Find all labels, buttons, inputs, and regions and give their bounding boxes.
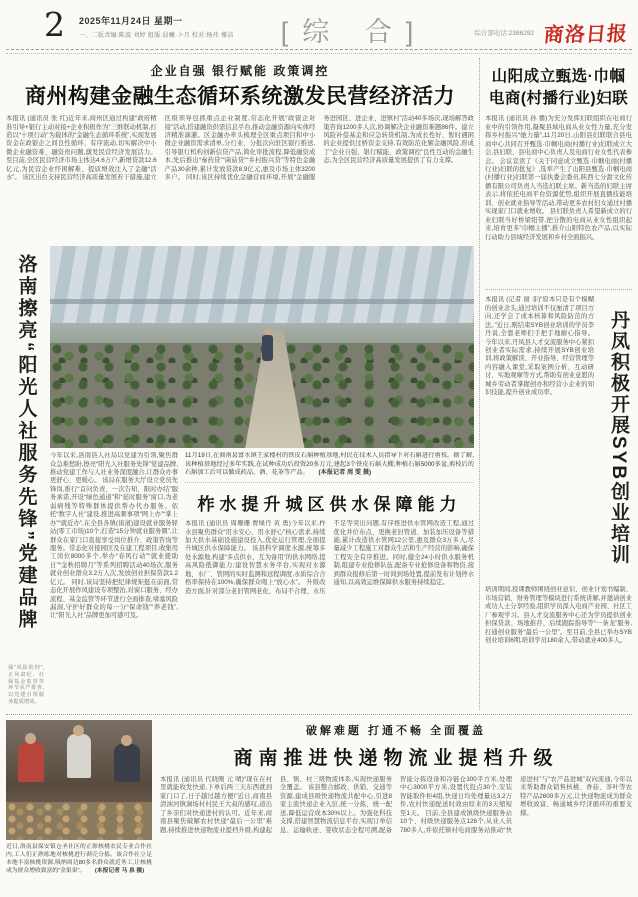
worker-figure-white xyxy=(67,734,91,778)
photo-credit: (本报记者 马 泉 摄) xyxy=(94,867,145,874)
top-area xyxy=(0,54,638,710)
danfeng-row xyxy=(485,296,632,582)
greenhouse-photo xyxy=(50,246,474,448)
danfeng-article-body: 本报讯 (记者 谢 非)“原本只是有个模糊的创业念头,通过培训不仅厘清了项目方向,还学会了成本核算和风险防范的方法。”近日,刚结束SYB创业培训的学员李丹说,全靠老师们手把手地耐心指导。 今年以来,丹凤县人才交流服务中心紧扣创业者实际需求,持续开展SYB创业培训,将政策解读、开业指导、经营管理等内容融入课堂,采取案例分析、互动研讨、实地观摩等方式,帮助有创业意愿的城乡劳动者掌握创办和经营小企业的知识技能,提升创业成功率。 xyxy=(485,296,594,397)
caption-text: 11月19日,在商南县富水镇王家楼村的铁皮石斛种植基地,村民在技术人员指导下对石斛进行剪枝。据了解,该种植基地经过多年实践,在试种成功后投资20多万元,建起3个铁皮石斛大棚,种植石斛5000多盆,剪枝后的石斛加工后可以做成药品、酒、花茶等产品。 xyxy=(185,452,474,477)
lead-kicker: 企业自强 银行赋能 政策调控 xyxy=(150,64,330,78)
shangnan-kicker: 破解难题 打通不畅 全面覆盖 xyxy=(305,725,487,737)
walnut-workshop-photo xyxy=(6,720,152,840)
section-title: [综 合] xyxy=(280,17,428,47)
masthead-logo: 商洛日报 xyxy=(542,21,629,47)
shangnan-article xyxy=(152,720,632,897)
worker-figure-red xyxy=(18,742,44,782)
bottom-section xyxy=(6,714,632,897)
department-phone: 综合部电话:2386292 xyxy=(474,30,534,37)
danfeng-vertical-headline: 丹凤积极开展SYB创业培训 xyxy=(608,309,629,565)
luonan-strip-note: 保“风险防控”,正风肃纪、社保基金监管等环节从严排查,以党建引领服务提质增效。 xyxy=(8,664,44,706)
right-section xyxy=(485,58,632,710)
publication-date: 2025年11月24日 星期一 xyxy=(79,16,183,26)
lead-article-body: 本报讯 (通讯员 张 红)近年来,商州区通过构建“政府精准引导+银行主动对接+企业积极作为”三维联动机制,打造以“十项行动”为载体的“金融生态循环系统”,实现发展资金在政银企之间良性循环、有序流动,切实解决中小微企业融资难、融资贵问题,激发民营经济发展活力。至目前,全区民营经济市场主体达4.6万户,新增贷款12.6亿元,为民营企业纾困解难、提质增效注入了金融“活水”。 该区出台支持民营经济高质量发展若干措施,建立区级领导包抓重点企业制度,常态化开展“政银企对接”活动,搭建融资供需信息平台,推动金融资源向实体经济精准滴灌。区金融办牵头梳理全区重点项目和中小微企业融资需求清单,分行业、分批次向驻区银行推送,引导银行机构创新信贷产品,简化审批流程,降低融资成本,先后推出“秦药贷”“菌菇贷”“乡村振兴贷”等特色金融产品30余种,累计发放贷款8.9亿元,惠及市场主体3200多户。 同时,该区持续优化金融营商环境,开展“金融服务进园区、进企业、进镇村”活动40多场次,现场解答政策咨询1200多人次,协调解决企业融资难题86件。建立风险补偿基金和应急转贷机制,为成长性好、暂时遇困的企业提供过桥资金支持,有效防范化解金融风险,形成了“企业自强、银行赋能、政策调控”良性互动的金融生态,为全区民营经济高质量发展提供了有力支撑。 xyxy=(6,115,474,182)
zhashui-headline: 柞水提升城区供水保障能力 xyxy=(197,495,462,515)
below-photo-row xyxy=(50,452,474,710)
luonan-article-body: 今年以来,洛南县人社局以党建为引领,聚焦群众急难愁盼,擦亮“阳光人社服务先锋”党建品牌,推动党建工作与人社业务深度融合,让群众办事更舒心、更暖心。 该局在服务大厅设立党员先锋岗,推行“首问负责、一次告知、限时办结”服务承诺,开设“绿色通道”和“延时服务”窗口,为老弱病残等特殊群体提供帮办代办服务。依托“数字人社”建设,推进高频事项“网上办”“掌上办”“就近办”,在全县各镇(街道)建设就业服务驿站(零工市场)10个,打造“15分钟就业服务圈”,让群众在家门口直接享受岗位推介、政策咨询等服务。常态化对接园区及在建工程项目,收集用工岗位8000多个,举办“春风行动”“就业援助日”“金秋招聘月”等系列招聘活动40场次,服务就业创业群众3.2万人次,发放创业担保贷款1.2亿元。 同时,该局坚持把纪律规矩挺在前面,常态化开展作风建设专项整治,对窗口服务、经办流程、基金监管等环节进行全面排查,堵塞风险漏洞,守护好群众的每一分“保命钱”“养老钱”,让“阳光人社”品牌更加可感可及。 xyxy=(50,452,178,620)
header-right xyxy=(474,8,628,47)
worker-figure-dark xyxy=(114,744,140,782)
lead-headline: 商州构建金融生态循环系统激发民营经济活力 xyxy=(25,85,455,108)
middle-main xyxy=(46,246,474,710)
greenhouse-beam xyxy=(50,299,474,304)
column-divider xyxy=(479,58,480,710)
left-section xyxy=(6,58,474,710)
danfeng-article-continuation: 培训期间,授课教师围绕创业意识、创业计划书编制、市场营销、财务管理等模块进行系统讲解,并邀请创业成功人士分享经验,组织学员深入电商产业园、社区工厂参观学习。县人才交流服务中心还为学员提供创业担保贷款、场地推荐、后续跟踪指导等“一条龙”服务,打通创业服务“最后一公里”。至目前,全县已举办SYB创业培训6期,培训学员180余人,带动就业400多人。 xyxy=(485,586,632,644)
main-photo-caption xyxy=(185,452,474,483)
page-header xyxy=(0,0,638,46)
article-divider xyxy=(485,289,632,290)
luonan-title-strip xyxy=(6,246,46,710)
bottom-photo-block xyxy=(6,720,152,897)
date-block xyxy=(79,8,234,39)
walnut-pile xyxy=(6,802,152,840)
caption-text: 近日,洛南县保安镇仓圣社区的正源核桃农民专业合作社内,工人们正熟练地对核桃进行剥壳分拣。该合作社立足本地丰富核桃资源,吸纳周边80多名群众就近务工,让核桃成为群众增收致富的“金果果”。 xyxy=(6,844,152,874)
zhashui-article-body: 本报讯 (通讯员 周珊珊 曹绿丹 黄 勇)今年以来,柞水县聚焦群众“用水安心、用水舒心”核心需求,持续加大供水基础设施建设投入,优化运行管理,全面提升城区供水保障能力。 该县科学调度水源,统筹多处水源地,构建“多点供水、互为备用”的供水网络,提高风险抵御能力;建设智慧水务平台,实现对水源地、水厂、管网的实时监测和远程调度,水质综合合格率保持在100%,确保群众喝上“放心水”。 升级改造方面,针对部分老旧管网老化、布局不合理、水压不足等突出问题,有序推进供水管网改造工程,通过优化井位布点、更换老旧管道、加装加压设备等措施,累计改造供水管网12公里,惠及群众3万多人,尽量减少工程施工对群众生活和生产经营的影响,确保工程安全有序推进。同时,健全24小时供水服务机制,组建专业抢修队伍,配备专业抢修设备和物资,接到群众报修后第一时间到场处置,提前发布计划停水通知,以高效运维保障供水服务持续稳定。 xyxy=(185,520,474,595)
farmer-figure xyxy=(262,335,273,361)
shanyang-headline-line1: 山阳成立甄选·巾帼 xyxy=(491,68,626,85)
luonan-vertical-headline: 洛南擦亮“阳光人社服务先锋”党建品牌 xyxy=(15,254,37,632)
lead-article-header xyxy=(6,58,474,115)
greenhouse-roof xyxy=(50,246,474,327)
photo-credit: (本报记者 周 雯 摄) xyxy=(318,469,372,477)
shangnan-headline: 商南推进快递物流业提档升级 xyxy=(233,748,559,769)
shanyang-headline-line2: 电商(村播行业)妇联 xyxy=(488,89,629,107)
staff-line: 一、二版责编:陈波 刘婷 组版:晨曦·卜月 校对:杨玮 雅洁 xyxy=(79,33,234,39)
shangnan-article-body: 本报讯 (通讯员 代晓刚 元 晴)“现在在村里就能收发快递,下单后两三天东西就到家门口了,日子越过越方便!”近日,商南县清油河镇涧场村村民王大叔的感叹,道出了乡亲们对快递进村的认可。近年来,商南县聚焦破解农村快递“最后一公里”难题,持续推进快递物流业提档升级,构建起县、镇、村三级物流体系,实现快递服务全覆盖。 该县整合邮政、供销、交通等资源,建成县级快递物流共配中心,引进8家主流快递企业入驻,统一分拣、统一配送,降低运营成本30%以上。为强化科技支撑,搭建智慧物流信息平台,实现订单信息、运输轨迹、签收状态全程可溯,配备智能分拣设备和冷链仓300平方米,处理中心3000平方米,设置代投点30个,安装智能取件柜4组,快递日均处理量达3.2万件,农村快递配送时效由原来的3天缩短至1天。 目前,全县建成镇级快递服务站10个、村级快递服务点126个,从业人员780多人,并依托镇村电商服务站推动“快递进村”与“农产品进城”双向流通,今年以来帮助群众销售核桃、香菇、茶叶等农特产品2600多万元,让快递物流成为群众增收致富、畅通城乡经济循环的重要支撑。 xyxy=(160,776,632,834)
shanyang-headline xyxy=(485,66,632,109)
bottom-photo-caption xyxy=(6,840,152,876)
page-number: 2 xyxy=(44,5,65,44)
zhashui-block xyxy=(178,452,474,710)
middle-row xyxy=(6,246,474,710)
shanyang-article-body: 本报讯 (通讯员 孙 播)为充分发挥妇联组织在电商行业中的引领作用,凝聚县域电商从业女性力量,充分发挥乡村振兴“她力量”,11月20日,山阳县妇联联合县电商中心共同召开甄选·巾帼电商(村播行业)妇联成立大会,县妇联、县电商中心负责人及电商行业女性代表参会。 会议宣读了《关于同意成立甄选·巾帼电商(村播行业)妇联的批复》,选举产生了山阳县甄选·巾帼电商(村播行业)妇联第一届执委会委员,陕西七分甜文化传播有限公司负责人当选妇联主席。新当选的妇联主席表示,将依托电商平台资源优势,组织开展直播技能培训、创业就业指导等活动,带动更多农村妇女通过村播实现家门口就业增收。 县妇联负责人希望新成立的行业妇联当好桥梁纽带,把分散的电商从业女性组织起来,培育更多“巾帼主播”,推介山阳特色农产品,以实际行动助力县域经济发展和乡村全面振兴。 xyxy=(485,115,632,241)
